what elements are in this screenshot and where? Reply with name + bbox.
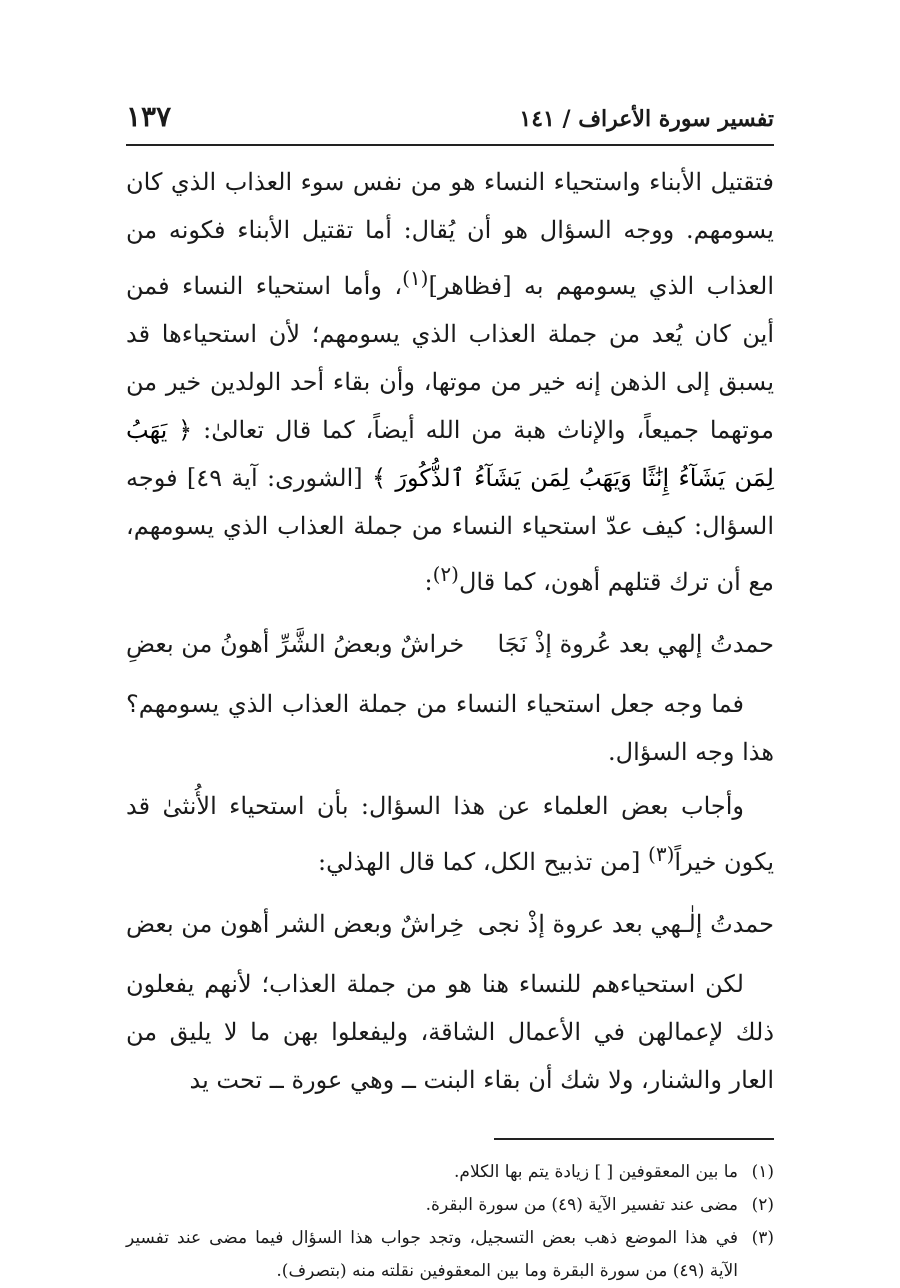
p1b-text: ، وأما استحياء النساء فمن أين كان يُعد من جملة العذاب الذي يسومهم؛ لأن استحياءها قد يسبق إلى الذهن إنه خير من موتها، وأن بقاء أحد الولدين خير من موتهما جميعاً، والإناث هبة من الله أيضاً، كما قال تعالىٰ:	[126, 272, 774, 444]
poetry-verse-1	[126, 620, 774, 668]
p1c-end: :	[424, 568, 433, 596]
footnote-3	[126, 1222, 774, 1288]
paragraph-4: لكن استحياءهم للنساء هنا هو من جملة العذاب؛ لأنهم يفعلون ذلك لإعمالهن في الأعمال الشاقة، وليفعلوا بهن ما لا يليق من العار والشنار، ولا شك أن بقاء البنت ــ وهي عورة ــ تحت يد	[126, 970, 775, 1094]
running-title: تفسير سورة الأعراف / ١٤١	[519, 106, 774, 132]
p1-text: فتقتيل الأبناء واستحياء النساء هو من نفس سوء العذاب الذي كان يسومهم. ووجه السؤال هو أن يُقال: أما تقتيل الأبناء فكونه من العذاب الذي يسومهم به [فظاهر]	[126, 168, 774, 300]
footnote-ref-2: (٢)	[432, 562, 459, 586]
page-number: ١٣٧	[126, 100, 172, 133]
footnote-text: ما بين المعقوفين [ ] زيادة يتم بها الكلام.	[454, 1162, 738, 1182]
verse-2-first-hemistich: حمدتُ إلٰـهي بعد عروة إذْ نجى	[477, 910, 774, 938]
p1c-text: [الشورى: آية ٤٩] فوجه السؤال: كيف عدّ استحياء النساء من جملة العذاب الذي يسومهم، مع أن ترك قتلهم أهون، كما قال	[126, 464, 774, 596]
footnote-text: في هذا الموضع ذهب بعض التسجيل، وتجد جواب هذا السؤال فيما مضى عند تفسير الآية (٤٩) من سورة البقرة وما بين المعقوفين نقلته منه (بتصرف).	[126, 1228, 738, 1281]
paragraph-2: فما وجه جعل استحياء النساء من جملة العذاب الذي يسومهم؟ هذا وجه السؤال.	[126, 690, 774, 766]
verse-1-second-hemistich: خراشٌ وبعضُ الشَّرِّ أهونُ من بعضِ	[126, 630, 465, 658]
footnote-divider	[494, 1138, 774, 1140]
p3b-text: [من تذبيح الكل، كما قال الهذلي:	[318, 848, 649, 876]
footnote-2	[126, 1189, 774, 1222]
footnotes	[126, 1156, 774, 1288]
footnote-ref-3: (٣)	[648, 842, 675, 866]
paragraph-1	[126, 158, 774, 606]
footnote-number: (٢)	[751, 1195, 774, 1215]
page-header	[126, 100, 774, 146]
quran-verse: ﴿ يَهَبُ لِمَن يَشَآءُ إِنَٰثًا وَيَهَبُ لِمَن يَشَآءُ ٱلذُّكُورَ ﴾	[126, 416, 774, 492]
paragraph-3	[126, 782, 774, 886]
footnote-1	[126, 1156, 774, 1189]
footnote-text: مضى عند تفسير الآية (٤٩) من سورة البقرة.	[425, 1195, 738, 1215]
footnote-number: (١)	[751, 1162, 774, 1182]
footnote-ref-1: (١)	[402, 266, 429, 290]
p3-text: وأجاب بعض العلماء عن هذا السؤال: بأن استحياء الأُنثىٰ قد يكون خيراً	[126, 792, 774, 876]
footnote-number: (٣)	[751, 1228, 774, 1248]
book-page	[126, 100, 774, 1288]
page-body	[126, 158, 774, 1104]
poetry-verse-2	[126, 900, 774, 948]
verse-2-second-hemistich: خِراشٌ وبعض الشر أهون من بعض	[126, 910, 465, 938]
verse-1-first-hemistich: حمدتُ إلهي بعد عُروة إذْ نَجَا	[497, 630, 774, 658]
